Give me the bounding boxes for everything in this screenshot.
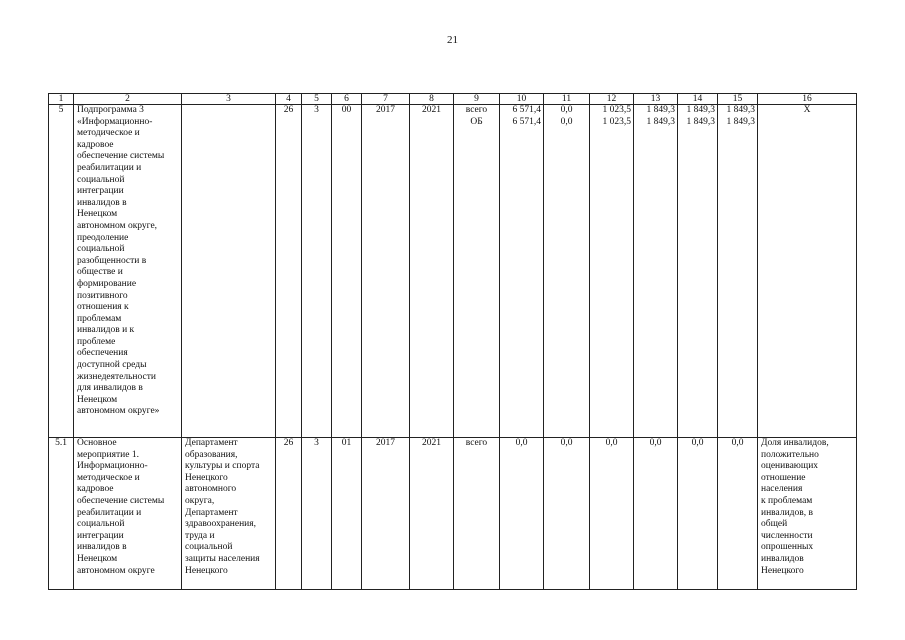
column-number: 10 [500,94,544,105]
text-line: опрошенных [761,542,814,553]
funding-source-ob: ОБ [470,116,483,127]
text-line: для инвалидов в [77,383,143,394]
text-line: культуры и спорта [185,461,260,472]
funding-source [454,105,500,438]
text-line: обеспечения [77,348,128,359]
text-line: Подпрограмма 3 [77,105,144,115]
text-line: инвалидов [761,553,804,564]
column-number: 6 [332,94,362,105]
amount-cell [590,105,634,438]
table-row-subprogram-3 [49,105,857,438]
text-line: позитивного [77,290,128,301]
amount-value: 0,0 [634,438,678,590]
text-line: образования, [185,449,238,460]
funding-source-total: всего [454,438,500,590]
activity-name [74,438,182,590]
text-line: интеграции [77,186,124,197]
text-line: реабилитации и [77,162,142,173]
row-number: 5.1 [49,438,74,590]
amount-cell [718,105,758,438]
text-line: кадровое [77,139,114,150]
amount-value: 1 849,3 [686,105,715,115]
amount-value: 1 023,5 [602,105,631,115]
text-line: формирование [77,278,137,289]
column-number: 8 [410,94,454,105]
text-line: обеспечение системы [77,151,165,162]
indicator-cell [758,438,857,590]
text-line: отношения к [77,302,129,313]
text-line: мероприятие 1. [77,449,139,460]
code-cell: 01 [332,438,362,590]
text-line: жизнедеятельности [77,371,156,382]
amount-value: 1 023,5 [602,116,631,127]
text-line: социальной [77,519,125,530]
start-year: 2017 [362,105,410,438]
text-line: населения [761,484,803,495]
text-line: округа, [185,495,215,506]
amount-value: 0,0 [590,438,634,590]
text-line: инвалидов, в [761,507,813,518]
text-line: проблеме [77,336,116,347]
text-line: проблемам [77,313,122,324]
amount-value: 0,0 [500,438,544,590]
page-number: 21 [447,34,458,46]
subprogram-name [74,105,182,438]
text-line: здравоохранения, [185,519,256,530]
text-line: Ненецком [77,394,118,405]
text-line: Департамент [185,438,238,448]
text-line: преодоление [77,232,129,243]
program-table [48,93,857,590]
text-line: кадровое [77,484,114,495]
text-line: численности [761,530,813,541]
column-number: 11 [544,94,590,105]
text-line: общей [761,519,788,530]
amount-value: 0,0 [560,116,573,127]
text-line: отношение [761,472,806,483]
text-line: Доля инвалидов, [761,438,829,448]
code-cell: 3 [302,438,332,590]
text-line: к проблемам [761,495,813,506]
executor-cell [182,105,276,438]
text-line: Ненецкого [185,472,228,483]
code-cell: 26 [276,438,302,590]
text-line: Департамент [185,507,238,518]
column-number: 12 [590,94,634,105]
text-line: социальной [77,174,125,185]
end-year: 2021 [410,438,454,590]
text-line: положительно [761,449,819,460]
amount-value: 1 849,3 [726,116,755,127]
column-number: 4 [276,94,302,105]
column-number: 13 [634,94,678,105]
column-number-row [49,94,857,105]
indicator-cell: X [758,105,857,438]
text-line: труда и [185,530,215,541]
amount-value: 6 571,4 [512,116,541,127]
text-line: инвалидов и к [77,325,135,336]
text-line: защиты населения [185,553,260,564]
text-line: автономного [185,484,237,495]
amount-value: 0,0 [678,438,718,590]
text-line: автономном округе» [77,406,160,417]
code-cell: 26 [276,105,302,438]
text-line: социальной [77,244,125,255]
amount-value: 1 849,3 [646,116,675,127]
text-line: Информационно- [77,461,148,472]
column-number: 16 [758,94,857,105]
text-line: автономном округе, [77,220,158,231]
column-number: 15 [718,94,758,105]
text-line: методическое и [77,128,140,139]
text-line: автономном округе [77,565,155,576]
text-line: Ненецком [77,553,118,564]
amount-cell [500,105,544,438]
amount-value: 0,0 [718,438,758,590]
amount-value: 6 571,4 [512,105,541,115]
column-number: 14 [678,94,718,105]
row-number: 5 [49,105,74,438]
column-number: 3 [182,94,276,105]
text-line: социальной [185,542,233,553]
start-year: 2017 [362,438,410,590]
text-line: методическое и [77,472,140,483]
code-cell: 3 [302,105,332,438]
text-line: Ненецкого [761,565,804,576]
amount-value: 0,0 [544,438,590,590]
table-row-activity-5-1 [49,438,857,590]
amount-value: 1 849,3 [686,116,715,127]
code-cell: 00 [332,105,362,438]
text-line: инвалидов в [77,542,127,553]
text-line: инвалидов в [77,197,127,208]
text-line: обществе и [77,267,123,278]
column-number: 9 [454,94,500,105]
text-line: интеграции [77,530,124,541]
amount-value: 1 849,3 [646,105,675,115]
text-line: доступной среды [77,360,147,371]
text-line: обеспечение системы [77,495,165,506]
text-line: Ненецкого [185,565,228,576]
column-number: 5 [302,94,332,105]
amount-cell [634,105,678,438]
column-number: 2 [74,94,182,105]
text-line: «Информационно- [77,116,153,127]
executor-cell [182,438,276,590]
amount-value: 0,0 [560,105,573,115]
amount-cell [678,105,718,438]
amount-cell [544,105,590,438]
text-line: Основное [77,438,117,448]
funding-source-total: всего [465,105,488,115]
text-line: реабилитации и [77,507,142,518]
column-number: 7 [362,94,410,105]
end-year: 2021 [410,105,454,438]
text-line: оценивающих [761,461,819,472]
text-line: Ненецком [77,209,118,220]
amount-value: 1 849,3 [726,105,755,115]
text-line: разобщенности в [77,255,147,266]
column-number: 1 [49,94,74,105]
